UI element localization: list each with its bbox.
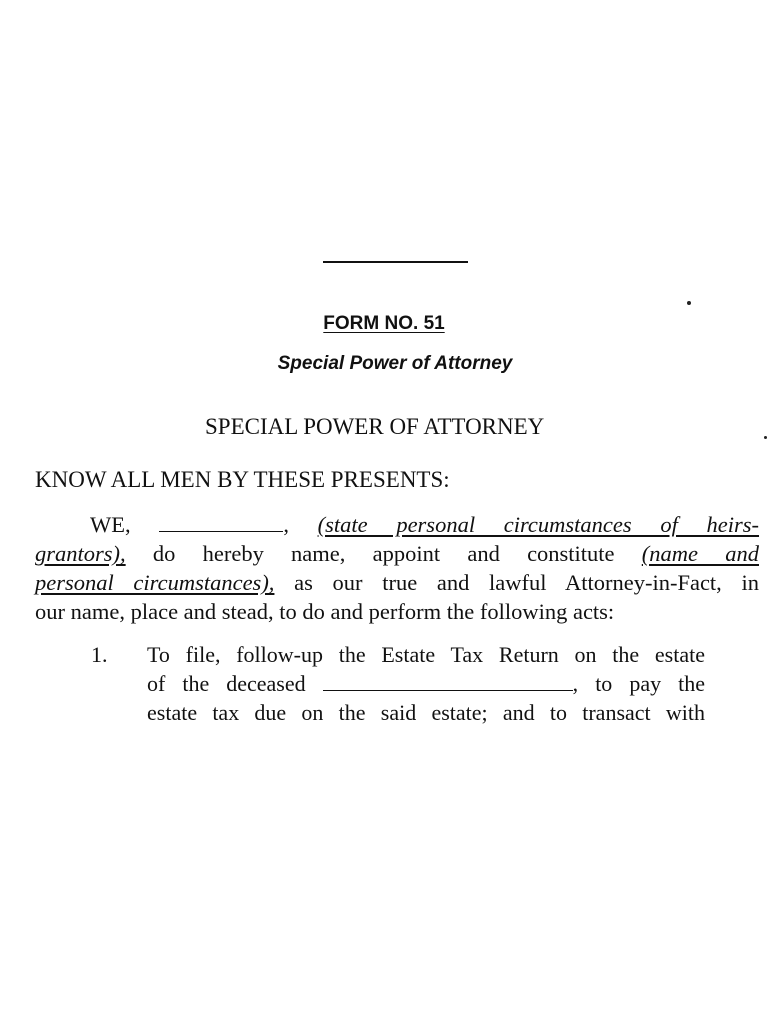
form-subtitle: Special Power of Attorney — [277, 353, 513, 374]
paragraph-line: our name, place and stead, to do and perform the following acts: — [35, 599, 615, 624]
paragraph-text: as our true and lawful Attorney-in-Fact, in — [274, 570, 759, 595]
item-body — [147, 640, 705, 727]
header-rule — [323, 261, 468, 263]
item-text: of the deceased — [147, 671, 323, 696]
scan-speck — [764, 436, 767, 439]
item-text: , to pay the — [572, 671, 705, 696]
paragraph-line — [35, 568, 759, 597]
heirs-placeholder: (state personal circumstances of heirs- — [317, 512, 760, 537]
attorney-placeholder-cont: personal circumstances), — [35, 570, 275, 595]
item-line: estate tax due on the said estate; and to transact with — [147, 700, 705, 725]
we-text: WE, — [90, 512, 131, 537]
attorney-placeholder: (name and — [641, 541, 759, 566]
opening-clause: KNOW ALL MEN BY THESE PRESENTS: — [35, 467, 450, 492]
document-title: SPECIAL POWER OF ATTORNEY — [205, 414, 545, 439]
form-number: FORM NO. 51 — [323, 313, 445, 334]
paragraph-text: do hereby name, appoint and constitute — [125, 541, 642, 566]
item-number: 1. — [91, 642, 108, 667]
heirs-blank — [159, 511, 283, 532]
item-line: To file, follow-up the Estate Tax Return on the estate — [147, 642, 705, 667]
paragraph-line — [35, 510, 759, 539]
appointment-paragraph — [35, 510, 759, 626]
scan-speck — [687, 301, 691, 305]
paragraph-line — [35, 539, 759, 568]
deceased-blank — [323, 670, 573, 691]
item-line — [147, 669, 705, 698]
heirs-placeholder-cont: grantors), — [35, 541, 126, 566]
comma: , — [283, 512, 289, 537]
